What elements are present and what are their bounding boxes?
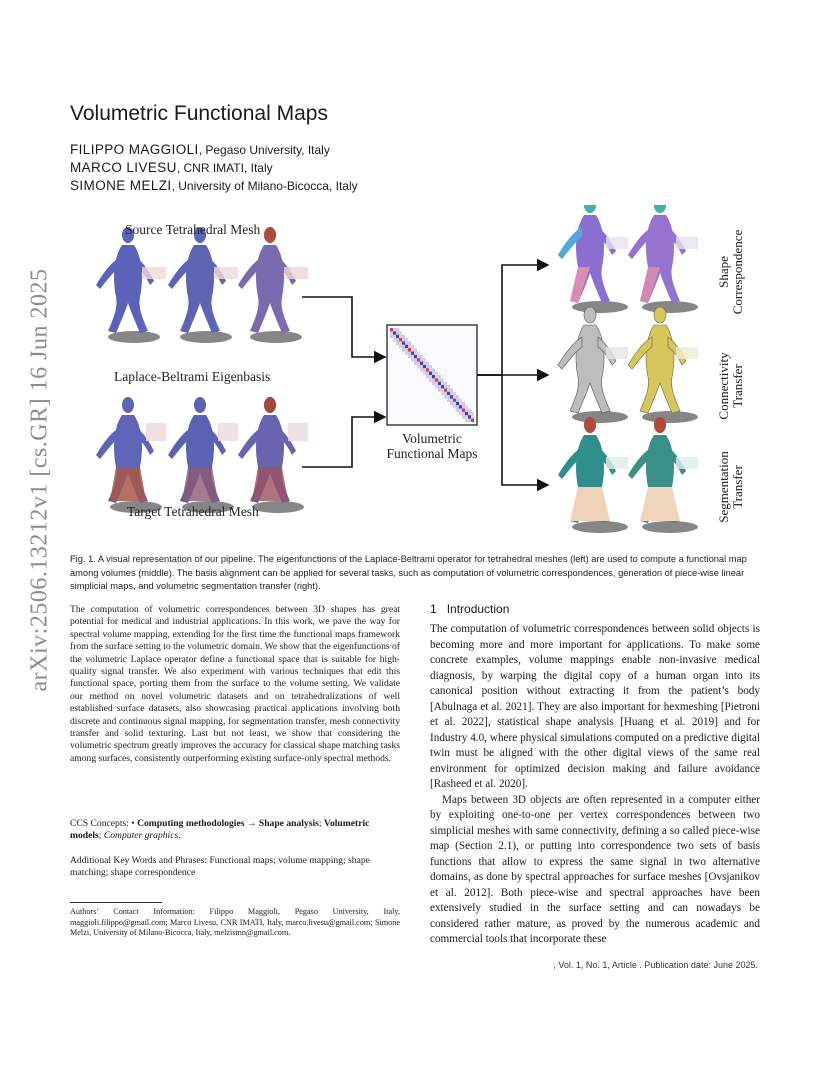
task-label-segmentation-transfer: Segmentation Transfer [716,451,745,523]
source-mesh-1 [96,227,166,343]
figure-caption: Fig. 1. A visual representation of our pipeline. The eigenfunctions of the Laplace-Beltrami operator for tetrahedral meshes (left) are used to compute a functional map among volumes (middle). The basis alignment can be applied for several tasks, such as computation of volumetric correspondences, generation of piece-wise linear simplicial maps, and volumetric segmentation transfer (right). [70,554,747,591]
task-label-connectivity-transfer: Connectivity Transfer [716,352,745,420]
result-segmentation-2 [628,417,698,533]
abstract [70,604,400,765]
page-footer: , Vol. 1, No. 1, Article . Publication date: June 2025. [553,960,758,970]
result-connectivity-1 [558,307,628,423]
source-mesh-label: Source Tetrahedral Mesh [125,222,261,237]
intro-paragraph-1: The computation of volumetric correspondences between solid objects is becoming more and more important for applications. To make some concrete examples, volume mappings enable non-invasive medical diagnosis, by warping the digital copy of a human organ into its canonical position without extracting it from the patient’s body [Abulnaga et al. 2021]. They are also important for hexmeshing [Pietroni et al. 2022], statistical shape analysis [Huang et al. 2019] and for Industry 4.0, where physical simulations computed on a predictive digital twin must be aligned with the other digital views of the same real environment for optimized decision making and failure avoidance [Rasheed et al. 2020]. [430,623,760,790]
target-mesh-3 [238,397,308,513]
result-connectivity-2 [628,307,698,423]
target-mesh-2 [168,397,238,513]
result-correspondence-1 [558,205,628,313]
functional-maps-label: Volumetric Functional Maps [386,431,478,461]
target-mesh-1 [96,397,166,513]
author-2: MARCO LIVESU, CNR IMATI, Italy [70,160,273,175]
intro-paragraph-2: Maps between 3D objects are often represented in a computer either by exploiting one-to-one per vertex correspondences between two simplicial meshes with same connectivity, defining a so called piece-wise map (Section 2.1), or putting into correspondence two sets of basis functions that allow to express the same signal in two alternative domains, as done by spectral approaches for surface meshes [Ovsjanikov et al. 2012]. Both piece-wise and spectral approaches have been extensively studied in the surface setting and can nowadays be considered rather mature, as proved by the numerous academic and commercial tools that incorporate these [430,793,760,945]
ccs-concepts: CCS Concepts: • Computing methodologies → Shape analysis; Volumetric models; Computer graphics. [70,818,370,842]
arxiv-stamp [20,268,60,692]
author-list [70,141,358,195]
source-mesh-2 [168,227,238,343]
task-label-shape-correspondence: Shape Correspondence [716,229,745,315]
pipeline-figure [70,205,760,535]
author-3: SIMONE MELZI, University of Milano-Bicocca, Italy [70,178,358,193]
functional-map-matrix [387,325,477,425]
keywords: Additional Key Words and Phrases: Functional maps; volume mapping; shape matching; shape correspondence [70,855,370,879]
author-contact-footnote: Authors’ Contact Information: Filippo Maggioli, Pegaso University, Italy, maggioli.filippo@gmail.com; Marco Livesu, CNR IMATI, Italy, marco.livesu@gmail.com; Simone Melzi, University of Milano-Bicocca, Italy, melzismn@gmail.com. [70,907,400,938]
paper-title: Volumetric Functional Maps [70,102,328,125]
introduction-section [430,602,760,948]
eigenbasis-label: Laplace-Beltrami Eigenbasis [114,369,271,384]
footnote-divider [70,902,162,903]
result-correspondence-2 [628,205,698,313]
author-1: FILIPPO MAGGIOLI, Pegaso University, Italy [70,142,330,157]
target-mesh-label: Target Tetrahedral Mesh [127,504,259,519]
arxiv-id: arXiv:2506.13212v1 [cs.GR] 16 Jun 2025 [26,268,53,692]
abstract-text: The computation of volumetric correspondences between 3D shapes has great potential for medical and industrial applications. In this work, we pave the way for spectral volume mapping, extending for the first time the functional maps framework from the surface setting to the volumetric domain. We show that the eigenfunctions of the volumetric Laplace operator define a functional space that is suitable for high-quality signal transfer. We also experiment with various techniques that edit this functional space, porting them from the surface to the volume setting. We validate our method on novel volumetric datasets and on tetrahedralizations of well established surface datasets, also showcasing practical applications involving both discrete and continuous signal mapping, for segmentation transfer, mesh connectivity transfer and solid texturing. Last but not least, we show that considering the volumetric spectrum greatly improves the accuracy for classical shape matching tasks among surfaces, consistently outperforming existing surface-only spectral methods. [70,604,400,764]
section-heading: 1 Introduction [430,602,510,616]
result-segmentation-1 [558,417,628,533]
source-mesh-3 [238,227,308,343]
